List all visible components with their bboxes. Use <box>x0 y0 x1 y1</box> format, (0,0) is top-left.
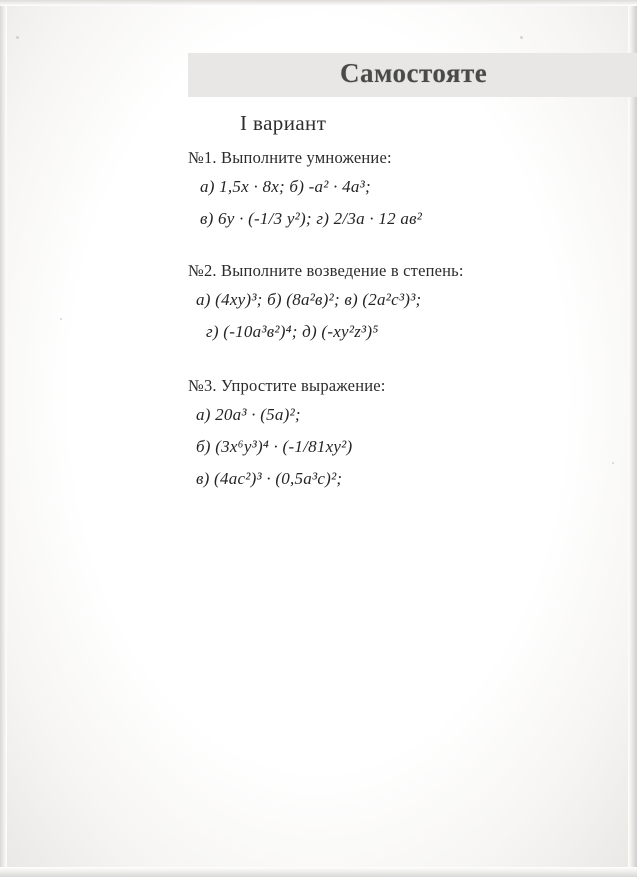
task-3-line-3: в) (4ас²)³ · (0,5а³с)²; <box>196 469 343 488</box>
task-1-line-2: в) 6у · (-1/3 у²); г) 2/3а · 12 ав² <box>200 209 423 228</box>
variant-label: I вариант <box>240 111 327 135</box>
page-edge-bottom <box>0 867 637 877</box>
task-3-title: №3. Упростите выражение: <box>188 376 386 395</box>
spacer <box>0 241 637 261</box>
task-1 <box>0 148 637 229</box>
task-2-line-2: г) (-10а³в²)⁴; д) (-ху²z³)⁵ <box>206 322 379 341</box>
task-1-line-1: а) 1,5х · 8х; б) -а² · 4а³; <box>200 177 371 196</box>
scan-speck <box>16 36 19 39</box>
page-title: Самостояте <box>340 58 488 88</box>
task-3 <box>0 376 637 489</box>
worksheet-body <box>0 148 637 501</box>
task-2-line-1: а) (4ху)³; б) (8а²в)²; в) (2а²с³)³; <box>196 290 422 309</box>
task-2-title: №2. Выполните возведение в степень: <box>188 261 464 280</box>
task-2 <box>0 261 637 342</box>
spacer <box>0 354 637 376</box>
task-3-line-1: а) 20а³ · (5а)²; <box>196 405 301 424</box>
task-3-line-2: б) (3х⁶у³)⁴ · (-1/81ху²) <box>196 437 353 456</box>
page-edge-top <box>0 0 637 6</box>
task-1-title: №1. Выполните умножение: <box>188 148 392 167</box>
scan-speck <box>520 36 523 39</box>
